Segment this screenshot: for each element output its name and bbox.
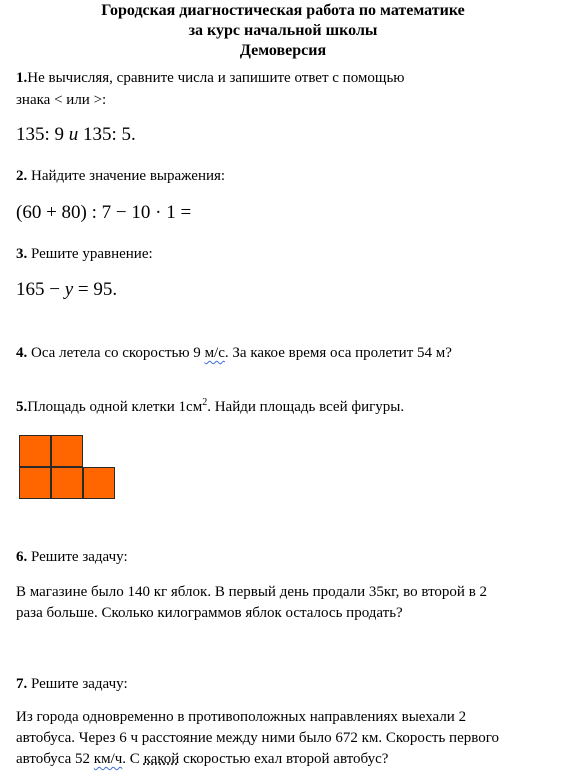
q5-text-sup: 2 bbox=[202, 397, 208, 408]
q7-unit: км/ч bbox=[93, 751, 123, 767]
q3-expr-var: y bbox=[64, 279, 74, 300]
q4-text bbox=[16, 344, 452, 362]
figure-cell bbox=[19, 467, 51, 499]
q5-figure bbox=[19, 435, 117, 500]
q2-expression: (60 + 80) : 7 − 10 · 1 = bbox=[16, 202, 192, 223]
figure-cell bbox=[19, 435, 51, 467]
q7-line3-a: автобуса 52 bbox=[16, 751, 94, 767]
q7-problem-line3 bbox=[16, 749, 556, 770]
q5-text-a: Площадь одной клетки 1см bbox=[27, 399, 203, 415]
q5-text-b: . Найди площадь всей фигуры. bbox=[207, 399, 405, 415]
q2-text bbox=[16, 167, 225, 185]
q5-text bbox=[16, 398, 404, 416]
q6-number: 6. bbox=[16, 549, 28, 565]
q2-prompt: Найдите значение выражения: bbox=[27, 168, 226, 184]
q3-expr-a: 165 − bbox=[16, 279, 65, 300]
q1-number: 1. bbox=[16, 70, 28, 86]
q1-text-line1 bbox=[16, 69, 405, 87]
q7-number: 7. bbox=[16, 676, 28, 692]
q7-problem-line2: автобуса. Через 6 ч расстояние между ними было 672 км. Скорость первого bbox=[16, 730, 500, 746]
q1-expression bbox=[16, 124, 136, 146]
q1-text-a: Не вычисляя, сравните числа и запишите ответ с помощью bbox=[27, 70, 405, 86]
q6-text bbox=[16, 548, 128, 566]
header-subtitle: за курс начальной школы bbox=[188, 22, 378, 39]
q3-expression bbox=[16, 279, 117, 301]
q4-number: 4. bbox=[16, 345, 28, 361]
q7-prompt: Решите задачу: bbox=[27, 676, 128, 692]
q6-problem-line1: В магазине было 140 кг яблок. В первый день продали 35кг, во второй в 2 bbox=[16, 584, 488, 600]
q7-line3-c: скоростью ехал второй автобус? bbox=[179, 751, 389, 767]
q5-number: 5. bbox=[16, 399, 28, 415]
q3-prompt: Решите уравнение: bbox=[27, 246, 153, 262]
q7-line3-b: . С bbox=[122, 751, 144, 767]
q1-expr-left: 135: 9 bbox=[16, 124, 65, 145]
q1-expr-and: и bbox=[68, 124, 79, 145]
q2-number: 2. bbox=[16, 168, 28, 184]
figure-cell bbox=[51, 435, 83, 467]
figure-cell bbox=[51, 467, 83, 499]
q4-text-b: . За какое время оса пролетит 54 м? bbox=[224, 345, 452, 361]
header-title: Городская диагностическая работа по математике bbox=[101, 2, 465, 19]
q7-problem-line1: Из города одновременно в противоположных направлениях выехали 2 bbox=[16, 709, 467, 725]
q6-prompt: Решите задачу: bbox=[27, 549, 128, 565]
q3-expr-b: = 95. bbox=[73, 279, 118, 300]
q6-problem bbox=[16, 582, 556, 624]
q7-word: какой bbox=[143, 751, 180, 767]
q1-text-line2: знака < или >: bbox=[16, 92, 107, 108]
q3-number: 3. bbox=[16, 246, 28, 262]
q6-problem-line2: раза больше. Сколько килограммов яблок осталось продать? bbox=[16, 605, 403, 621]
header-demo-label: Демоверсия bbox=[239, 42, 327, 59]
q7-text bbox=[16, 675, 128, 693]
figure-cell bbox=[83, 467, 115, 499]
q7-problem bbox=[16, 707, 556, 770]
q3-text bbox=[16, 245, 153, 263]
q4-text-a: Оса летела со скоростью 9 bbox=[27, 345, 205, 361]
q1-expr-right: 135: 5. bbox=[83, 124, 136, 145]
q4-unit: м/с bbox=[204, 345, 225, 361]
